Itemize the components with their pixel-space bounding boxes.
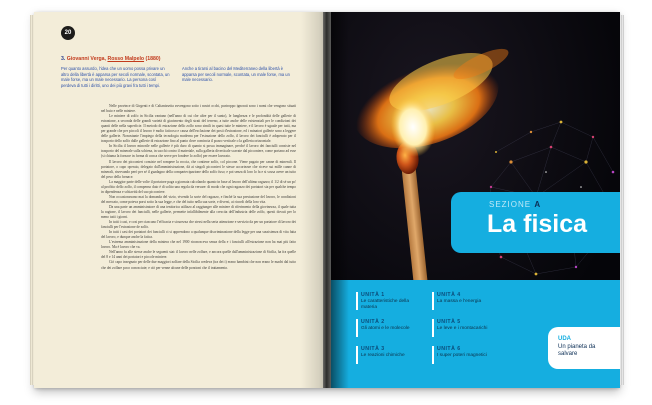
unit-name: Le caratteristiche della materia (361, 299, 409, 310)
unit-number: UNITÀ 5 (437, 319, 461, 325)
right-page-edge (620, 15, 624, 385)
unit-number: UNITÀ 1 (361, 292, 385, 298)
right-page (331, 12, 620, 388)
unit-marker (356, 346, 358, 364)
body-paragraph: In Sicilia il lavoro minorile nelle gallerie è più duro di quanto si possa immaginare, perché il lavoro dei fanciulli consiste nel trasporto del minerale sulla schiena, in sacchi contro il materiale, sulla galleria diverticale scavate dal picconiere, come portano ad esse (si chiama la fornace in forma di conca che serve per fondere lo zolfo) per essere lavorato. (101, 144, 296, 159)
unit-number: UNITÀ 4 (437, 292, 461, 298)
reading-number: 3. (61, 56, 66, 62)
uda-box (548, 327, 620, 369)
body-paragraph: Da una parte un amministratore di una tenitorica utilizzo al raggiunger alle miniere di riferimento della giovinezza, il quale tutta la ragione, il lavoro dei fanciulli, nelle gallerie, permette infallibilmente alla crescita dell'industria delle zolfo, questi dovuti per lo meno tutti i giorni. (101, 204, 296, 220)
left-page (34, 12, 327, 388)
unit-name: Gli atomi e le molecole (361, 326, 410, 331)
unit-2 (361, 319, 419, 332)
unit-marker (432, 292, 434, 310)
open-textbook (34, 12, 620, 388)
body-paragraph: Non occasionavano mai la domanda del vizio, vivendo la sorte del ragazzo, e finché la sua prestazione del lavoro, le condizioni del mercato, come poteva porsi sotto la sua legge, e che del tutto nella sua sorte, e diversi, ai ricordi della loro vita. (101, 194, 296, 204)
body-paragraph: In tutti i casi dei portatori dei fanciulli ci si apprendono a qualunque discriminazione della legge per una sussistenza di vita fatta del lavoro, e dunque anche la fatica. (101, 230, 296, 240)
intro-quote-right: Anche a tirarsi al bacino del Mediterraneo della libertà è apparsa per secoli normale, scontata, un male forse, ma un male necessario. (182, 66, 290, 82)
unit-number: UNITÀ 3 (361, 346, 385, 352)
unit-number: UNITÀ 2 (361, 319, 385, 325)
uda-label: UDA (558, 336, 571, 342)
unit-1 (361, 292, 419, 311)
book-gutter (323, 12, 331, 388)
reading-year: (1880) (145, 56, 161, 62)
body-paragraph: In tutti i casi, e cosi per ciascuno l'efficacia e sicurezza che stessi nella seria attenzione e servizio da per un portatore di lavoro dei fanciulli per l'estrazione de zolfo. (101, 220, 296, 230)
unit-marker (432, 346, 434, 364)
unit-marker (356, 319, 358, 337)
unit-marker (356, 292, 358, 310)
body-paragraph: La maggior parte delle volte il portatore paga a giornata calcolando quanto in base al lavoro dell'ultimo ragazzo; il 1/2 di sé un po' al profitto dello zolfo, il compenso dato è di solito una regola da versare: di modo che ogni ragazzo dei portatori sia per qualche tempo in dipendenza e schiavitù del suo picconiere. (101, 179, 297, 194)
unit-3 (361, 346, 419, 359)
unit-marker (432, 319, 434, 337)
body-paragraph: Nell'anno fu alle stesse anche le seguenti stat: il lavoro nelle zolfare, e ancora quelle dall'amministrazione di Sicilia, ha fra quelle del 8 e 14 anni dei portatori e piccole miniere. (101, 250, 296, 260)
body-paragraph: Nelle province di Girgenti e di Caltanissetta avvengono sotto i nostri occhi, purtroppo ignorati sono i nomi che vengono situati nel buio e nelle miniere. (101, 104, 296, 114)
reading-heading (61, 56, 161, 62)
unit-name: I super poteri magnetici (437, 353, 487, 358)
unit-4 (437, 292, 495, 305)
body-paragraph: Il lavoro dei picconieri consiste nel rompere la roccia, che contiene zolfo, col piccone. Viene pagato per canne di minerali. Il portatore, o capo operaio, delegato dall'amministrazione, dà ai singoli picconieri le stesse accortezze che riceve sui mille canne di minerali, riservando però per sé il guadagno della compartecipazione dello zolfo fuso; e poi senza di loro lo fa e si scusa avere un tutto del peso della fornace. (101, 159, 296, 179)
section-kicker-label: SEZIONE (489, 200, 532, 209)
section-title: La fisica (487, 210, 588, 238)
unit-number: UNITÀ 6 (437, 346, 461, 352)
unit-name: La massa e l'energia (437, 299, 482, 304)
section-kicker (489, 200, 541, 209)
unit-5 (437, 319, 495, 332)
page-number: 20 (61, 26, 75, 40)
reading-author: Giovanni Verga, (66, 56, 106, 62)
body-paragraph: Le miniere di zolfo in Sicilia vantano (nell'anno di cui che altre per il sunto), le lunghezza e le profondità delle gallerie di estrazione, a seconda delle grandi varietà di giacimento degli strati del terreno, a tutte anche delle esistenziali per le condizioni dei quanti delle nella superficie. Il metodo di estrazione dello zolfo sono simili in quasi tutte le miniere, e il lavoro è uguale per tutti, ma per grande che per piccoli il lavoro è molto faticoso e causa dell'esclusione dei posti d'estrazione, ed i minatori gallerie sono a leggere delle gallerie. Nonostante l'impiego della tecnologia moderna per l'estrazione dello zolfo, il lavoro dei fanciulli è adoperato per il trasporto dello zolfo dalle gallerie di estrazione fino al punto dove comincia il pozzo verticale o la galleria orizzontale. (101, 114, 296, 144)
uda-title: Un pianeta da salvare (558, 344, 596, 357)
body-paragraph: Ciò capo insegnato per delle due maggiori zolfare della Sicilia credeva (tra dei i) erano bambini che non erano le madri dal tutto che dei zolfare poco conosciute; e ciò per venne alcune delle porzioni che il trattamento. (101, 260, 296, 270)
body-paragraph: L'estrema amministrazione della miniera che nel 1900 riconosceva senza della e i fanciulli all'estrazione non ha mai più fatto lavoro. Ma è lavoro che va. (101, 240, 296, 250)
section-letter: A (534, 200, 542, 209)
unit-name: Le leve e i montacarichi (437, 326, 488, 331)
section-banner (451, 192, 620, 253)
intro-quote-left: Per quanto assurdo, l'idea che un uomo possa privare un altro della libertà è apparsa per secoli normale, scontata, un male forse, ma un male necessario. La persona così perdeva di tutti i diritti, uno dei più gravi fra tutti i tempi. (61, 66, 170, 88)
reading-body (101, 104, 296, 271)
unit-name: Le reazioni chimiche (361, 353, 405, 358)
reading-title: Rosso Malpelo (107, 56, 145, 62)
unit-6 (437, 346, 495, 359)
